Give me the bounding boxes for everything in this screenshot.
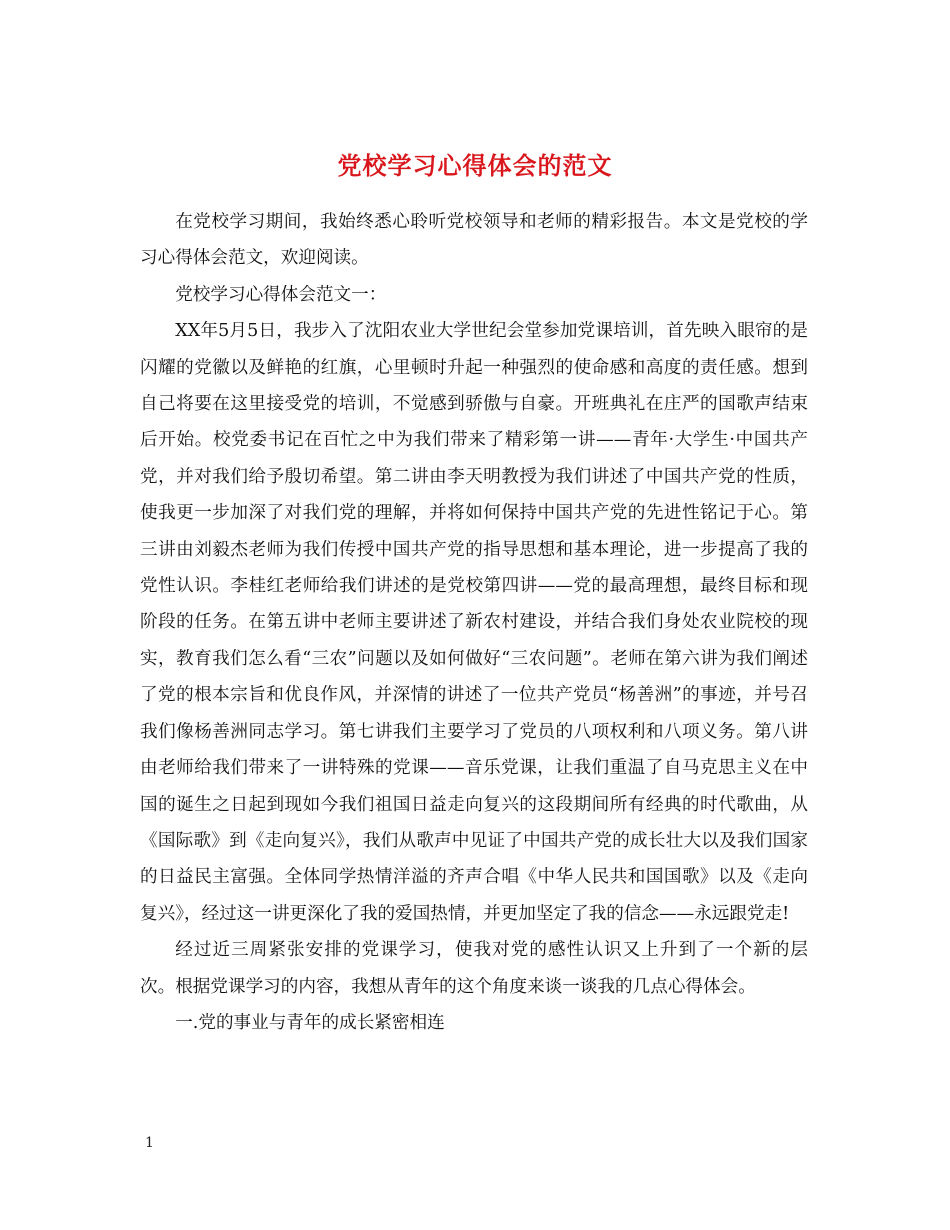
section-heading: 党校学习心得体会范文一： — [175, 284, 387, 305]
intro-paragraph: 在党校学习期间，我始终悉心聆听党校领导和老师的精彩报告。本文是党校的学习心得体会范文，欢迎阅读。 — [140, 212, 808, 269]
subsection-heading: 一.党的事业与青年的成长紧密相连 — [175, 1012, 445, 1033]
body-paragraph: 经过近三周紧张安排的党课学习，使我对党的感性认识又上升到了一个新的层次。根据党课学习的内容，我想从青年的这个角度来谈一谈我的几点心得体会。 — [140, 940, 808, 997]
document-title: 党校学习心得体会的范文 — [337, 151, 613, 181]
body-paragraph: XX年5月5日，我步入了沈阳农业大学世纪会堂参加党课培训，首先映入眼帘的是闪耀的党徽以及鲜艳的红旗，心里顿时升起一种强烈的使命感和高度的责任感。想到自己将要在这里接受党的培训，不觉感到骄傲与自豪。开班典礼在庄严的国歌声结束后开始。校党委书记在百忙之中为我们带来了精彩第一讲——青年·大学生·中国共产党，并对我们给予殷切希望。第二讲由李天明教授为我们讲述了中国共产党的性质，使我更一步加深了对我们党的理解，并将如何保持中国共产党的先进性铭记于心。第三讲由刘毅杰老师为我们传授中国共产党的指导思想和基本理论，进一步提高了我的党性认识。李桂红老师给我们讲述的是党校第四讲——党的最高理想，最终目标和现阶段的任务。在第五讲中老师主要讲述了新农村建设，并结合我们身处农业院校的现实，教育我们怎么看“三农”问题以及如何做好“三农问题”。老师在第六讲为我们阐述了党的根本宗旨和优良作风，并深情的讲述了一位共产党员“杨善洲”的事迹，并号召我们像杨善洲同志学习。第七讲我们主要学习了党员的八项权利和八项义务。第八讲由老师给我们带来了一讲特殊的党课——音乐党课，让我们重温了自马克思主义在中国的诞生之日起到现如今我们祖国日益走向复兴的这段期间所有经典的时代歌曲，从《国际歌》到《走向复兴》，我们从歌声中见证了中国共产党的成长壮大以及我们国家的日益民主富强。全体同学热情洋溢的齐声合唱《中华人民共和国国歌》以及《走向复兴》，经过这一讲更深化了我的爱国热情，并更加坚定了我的信念——永远跟党走! — [140, 321, 808, 924]
document-body — [140, 204, 808, 1041]
page-number: 1 — [145, 1135, 154, 1151]
